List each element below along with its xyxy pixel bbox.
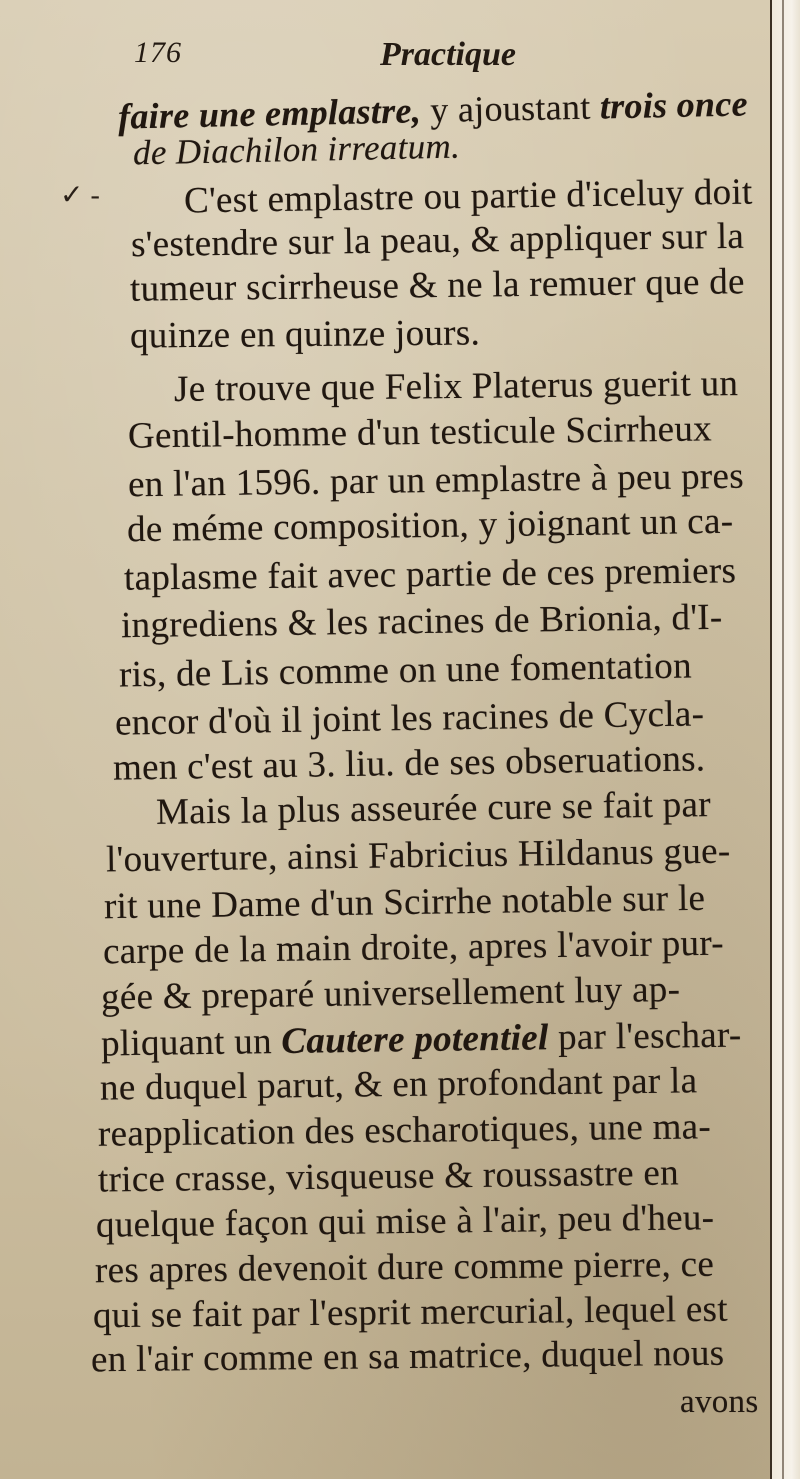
text-line: l'ouverture, ainsi Fabricius Hildanus gue- (105, 830, 731, 881)
catchword: avons (680, 1384, 759, 1420)
text-line: tumeur scirrheuse & ne la remuer que de (129, 261, 745, 310)
text-line: ris, de Lis comme on une fomentation (118, 645, 693, 696)
text-line: res apres devenoit dure comme pierre, ce (94, 1243, 715, 1292)
text-line: qui se fait par l'esprit mercurial, lequel est (92, 1288, 729, 1337)
text-line: trice crasse, visqueuse & roussastre en (97, 1152, 680, 1201)
text-line: quelque façon qui mise à l'air, peu d'heu- (95, 1197, 715, 1246)
italic-phrase: trois once (599, 83, 749, 127)
text-line: encor d'où il joint les racines de Cycla- (114, 693, 705, 744)
text-line: de méme composition, y joignant un ca- (126, 500, 734, 551)
text-line: Je trouve que Felix Platerus guerit un (173, 363, 739, 410)
page-number: 176 (134, 36, 182, 69)
italic-phrase: faire une emplastre, (117, 90, 422, 137)
margin-mark: ✓ - (60, 180, 100, 211)
text-line: quinze en quinze jours. (129, 312, 481, 357)
line-fragment: pliquant un (100, 1020, 282, 1065)
text-line: carpe de la main droite, apres l'avoir pur- (102, 922, 725, 973)
running-head: Practique (380, 36, 516, 73)
text-line: C'est emplastre ou partie d'iceluy doit (183, 171, 753, 222)
text-line: en l'an 1596. par un emplastre à peu pres (127, 455, 745, 506)
text-line: gée & preparé universellement luy ap- (100, 968, 681, 1019)
text-line: Mais la plus asseurée cure se fait par (155, 784, 712, 833)
line-fragment: par l'eschar- (548, 1014, 742, 1059)
text-line: ingrediens & les racines de Brionia, d'I- (120, 596, 723, 647)
text-line: rit une Dame d'un Scirrhe notable sur le (103, 877, 706, 928)
text-line: reapplication des escharotiques, une ma- (97, 1106, 712, 1155)
text-line: Gentil-homme d'un testicule Scirrheux (127, 408, 713, 457)
text-line: ne duquel parut, & en profondant par la (99, 1060, 698, 1109)
page-edge-line (782, 0, 784, 1479)
text-line: men c'est au 3. liu. de ses obseruations. (112, 738, 706, 789)
text-line: taplasme fait avec partie de ces premiers (123, 550, 737, 599)
page-edge-strip (770, 0, 800, 1479)
text-line (100, 1014, 742, 1065)
text-line: s'estendre sur la peau, & appliquer sur la (130, 215, 745, 266)
text-line: en l'air comme en sa matrice, duquel nous (90, 1332, 725, 1381)
italic-phrase: Cautere potentiel (281, 1017, 549, 1062)
text-line: de Diachilon irreatum. (132, 126, 461, 173)
line-fragment: y ajoustant (420, 86, 601, 131)
